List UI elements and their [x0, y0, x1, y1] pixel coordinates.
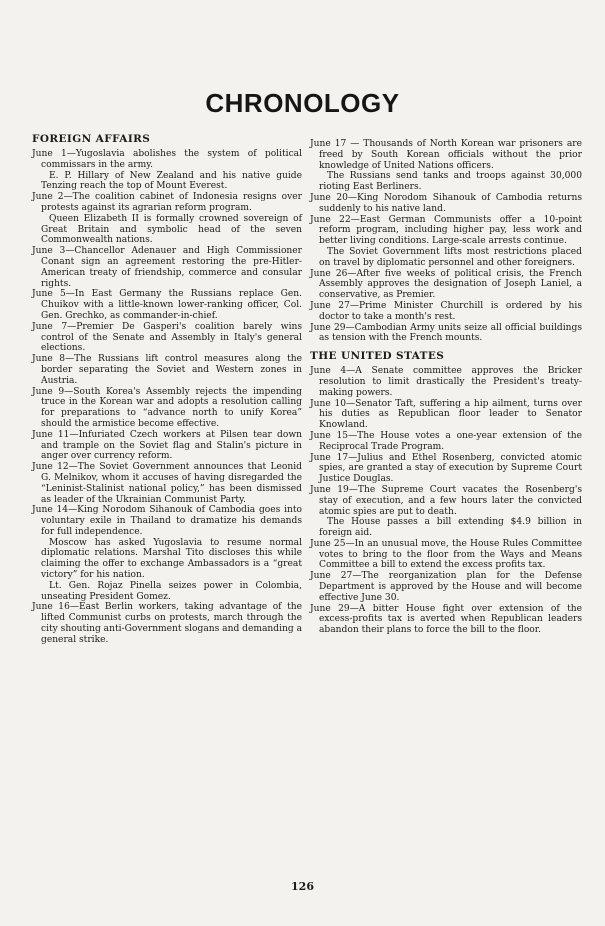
chronology-entry	[32, 430, 302, 462]
chronology-entry	[32, 354, 302, 386]
chronology-entry	[32, 505, 302, 602]
left-column	[32, 133, 302, 646]
entry-text: June 29—Cambodian Army units seize all official buildings as tension with the French mounts.	[310, 322, 582, 344]
entry-text: June 12—The Soviet Government announces that Leonid G. Melnikov, whom it accuses of having disregarded the “Leninist-Stalinist national policy,” has been dismissed as leader of the Ukrainian Communist Party.	[32, 462, 302, 505]
chronology-entry	[32, 289, 302, 321]
united-states-heading: THE UNITED STATES	[310, 350, 445, 363]
page-number: 126	[291, 880, 314, 893]
entry-text: June 17 — Thousands of North Korean war prisoners are freed by South Korean officials without the prior knowledge of United Nations officers.	[310, 139, 582, 171]
entry-text: June 11—Infuriated Czech workers at Pilsen tear down and trample on the Soviet flag and Stalin's picture in anger over currency reform.	[32, 429, 302, 462]
entry-text: June 9—South Korea's Assembly rejects the impending truce in the Korean war and adopts a resolution calling for preparations to “advance north to unify Korea” should the armistice become effective.	[32, 386, 302, 429]
entry-text: June 14—King Norodom Sihanouk of Cambodia goes into voluntary exile in Thailand to dramatize his demands for full independence.	[32, 505, 302, 537]
entry-text: June 10—Senator Taft, suffering a hip ailment, turns over his duties as Republican floor leader to Senator Knowland.	[310, 398, 582, 431]
entry-text: June 27—Prime Minister Churchill is ordered by his doctor to take a month's rest.	[310, 300, 582, 322]
chronology-entry	[32, 387, 302, 430]
chronology-entry	[310, 485, 582, 539]
chronology-entry	[32, 149, 302, 192]
right-column	[310, 139, 582, 636]
foreign-affairs-entries-left	[32, 149, 302, 646]
entry-paragraph: Lt. Gen. Rojaz Pinella seizes power in Colombia, unseating President Gomez.	[41, 580, 302, 602]
entry-text: June 1—Yugoslavia abolishes the system of political commissars in the army.	[32, 149, 302, 170]
chronology-entry	[310, 431, 582, 453]
entry-text: June 16—East Berlin workers, taking advantage of the lifted Communist curbs on protests, march through the city shouting anti-Government slogans and demanding a general strike.	[32, 602, 302, 645]
chronology-entry	[310, 571, 582, 603]
chronology-entry	[310, 215, 582, 269]
chronology-entry	[310, 269, 582, 301]
chronology-entry	[310, 453, 582, 485]
united-states-entries	[310, 366, 582, 636]
chronology-entry	[310, 366, 582, 398]
chronology-entry	[310, 193, 582, 215]
chronology-entry	[32, 192, 302, 246]
chronology-entry	[32, 602, 302, 645]
entry-text: June 22—East German Communists offer a 10-point reform program, including higher pay, less work and better living conditions. Large-scale arrests continue.	[310, 214, 582, 247]
chronology-entry	[310, 539, 582, 571]
chronology-entry	[310, 139, 582, 193]
entry-text: June 19—The Supreme Court vacates the Rosenberg's stay of execution, and a few hours later the convicted atomic spies are put to death.	[310, 484, 582, 517]
entry-paragraph: Moscow has asked Yugoslavia to resume normal diplomatic relations. Marshal Tito discloses this while claiming the offer to exchange Ambassadors is a “great victory” for his nation.	[41, 537, 302, 581]
foreign-affairs-heading: FOREIGN AFFAIRS	[32, 133, 151, 145]
chronology-entry	[32, 322, 302, 354]
chronology-entry	[32, 246, 302, 289]
entry-text: June 29—A bitter House fight over extension of the excess-profits tax is averted when Republican leaders abandon their plans to force the bill to the floor.	[310, 603, 582, 636]
entry-text: June 27—The reorganization plan for the Defense Department is approved by the House and will become effective June 30.	[310, 571, 582, 603]
entry-paragraph: E. P. Hillary of New Zealand and his native guide Tenzing reach the top of Mount Everest.	[41, 170, 302, 192]
entry-text: June 25—In an unusual move, the House Rules Committee votes to bring to the floor from the Ways and Means Committee a bill to extend the excess profits tax.	[310, 538, 582, 571]
entry-paragraph: The Russians send tanks and troops against 30,000 rioting East Berliners.	[319, 171, 582, 193]
chronology-entry	[310, 323, 582, 345]
chronology-entry	[310, 399, 582, 431]
entry-text: June 15—The House votes a one-year extension of the Reciprocal Trade Program.	[310, 430, 582, 452]
chronology-entry	[310, 604, 582, 636]
entry-text: June 20—King Norodom Sihanouk of Cambodia returns suddenly to his native land.	[310, 192, 582, 214]
entry-text: June 5—In East Germany the Russians replace Gen. Chuikov with a little-known lower-ranking officer, Col. Gen. Grechko, as commander-in-chief.	[32, 289, 302, 321]
entry-text: June 4—A Senate committee approves the Bricker resolution to limit drastically the President's treaty-making powers.	[310, 366, 582, 398]
entry-paragraph: The House passes a bill extending $4.9 billion in foreign aid.	[319, 517, 582, 539]
entry-text: June 3—Chancellor Adenauer and High Commissioner Conant sign an agreement restoring the pre-Hitler-American treaty of friendship, commerce and consular rights.	[32, 246, 302, 289]
entry-paragraph: The Soviet Government lifts most restrictions placed on travel by diplomatic personnel and other foreigners.	[319, 246, 582, 268]
entry-text: June 7—Premier De Gasperi's coalition barely wins control of the Senate and Assembly in Italy's general elections.	[32, 321, 302, 354]
entry-text: June 2—The coalition cabinet of Indonesia resigns over protests against its agrarian reform program.	[32, 192, 302, 213]
entry-text: June 8—The Russians lift control measures along the border separating the Soviet and Western zones in Austria.	[32, 354, 302, 386]
entry-text: June 17—Julius and Ethel Rosenberg, convicted atomic spies, are granted a stay of execution by Supreme Court Justice Douglas.	[310, 452, 582, 485]
foreign-affairs-entries-right	[310, 139, 582, 344]
entry-text: June 26—After five weeks of political crisis, the French Assembly approves the designation of Joseph Laniel, a conservative, as Premier.	[310, 268, 582, 301]
chronology-entry	[310, 301, 582, 323]
entry-paragraph: Queen Elizabeth II is formally crowned sovereign of Great Britain and symbolic head of the seven Commonwealth nations.	[41, 213, 302, 246]
chronology-entry	[32, 462, 302, 505]
page-title: CHRONOLOGY	[205, 88, 400, 118]
